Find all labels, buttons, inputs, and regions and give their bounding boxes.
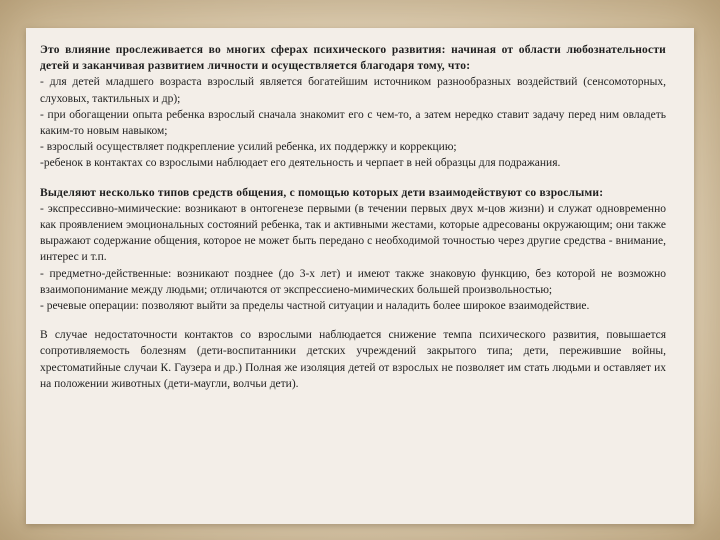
section2-item-3: - речевые операции: позволяют выйти за пределы частной ситуации и наладить более широкое взаимодействие. (40, 300, 590, 313)
section-spacer (40, 314, 666, 327)
section1-item-1: - для детей младшего возраста взрослый является богатейшим источником разнообразных воздействий (сенсомоторных, слуховых, тактильных и др); (40, 76, 666, 105)
section1-heading: Это влияние прослеживается во многих сферах психического развития: начиная от области любознательности детей и заканчивая развитием личности и осуществляется благодаря тому, что: (40, 44, 666, 73)
section2-item-1: - экспрессивно-мимические: возникают в онтогенезе первыми (в течении первых двух м-цов жизни) и служат одновременно как проявлением эмоциональных состояний ребенка, так и активными жестами, которые адресованы окружающим; они также выражают содержание общения, которое не может быть передано с необходимой точностью через другие средства - внимание, интерес и т.п. (40, 202, 666, 264)
section1-item-2: - при обогащении опыта ребенка взрослый сначала знакомит его с чем-то, а затем нередко ставит задачу перед ним овладеть каким-то новым навыком; (40, 108, 666, 138)
section2-item-2: - предметно-действенные: возникают позднее (до 3-х лет) и имеют также знаковую функцию, без которой не возможно взаимопонимание между людьми; отличаются от экспрессиено-мимических большей произвольностью; (40, 267, 666, 296)
slide-content (40, 42, 666, 392)
section3-text: В случае недостаточности контактов со взрослыми наблюдается снижение темпа психического развития, повышается сопротивляемость болезням (дети-воспитанники детских учреждений закрытого типа; дети, пережившие войны, хрестоматийные случаи К. Гаузера и др.) Полная же изоляция детей от взрослых не позволяет им стать людьми и оставляет их на положении животных (дети-маугли, волчьи дети). (40, 329, 666, 390)
section-spacer (40, 172, 666, 185)
section1-item-4: -ребенок в контактах со взрослыми наблюдает его деятельность и черпает в ней образцы для подражания. (40, 157, 561, 170)
section2-heading: Выделяют несколько типов средств общения, с помощью которых дети взаимодействуют со взрослыми: (40, 186, 604, 199)
section1-item-3: - взрослый осуществляет подкрепление усилий ребенка, их поддержку и коррекцию; (40, 141, 457, 154)
